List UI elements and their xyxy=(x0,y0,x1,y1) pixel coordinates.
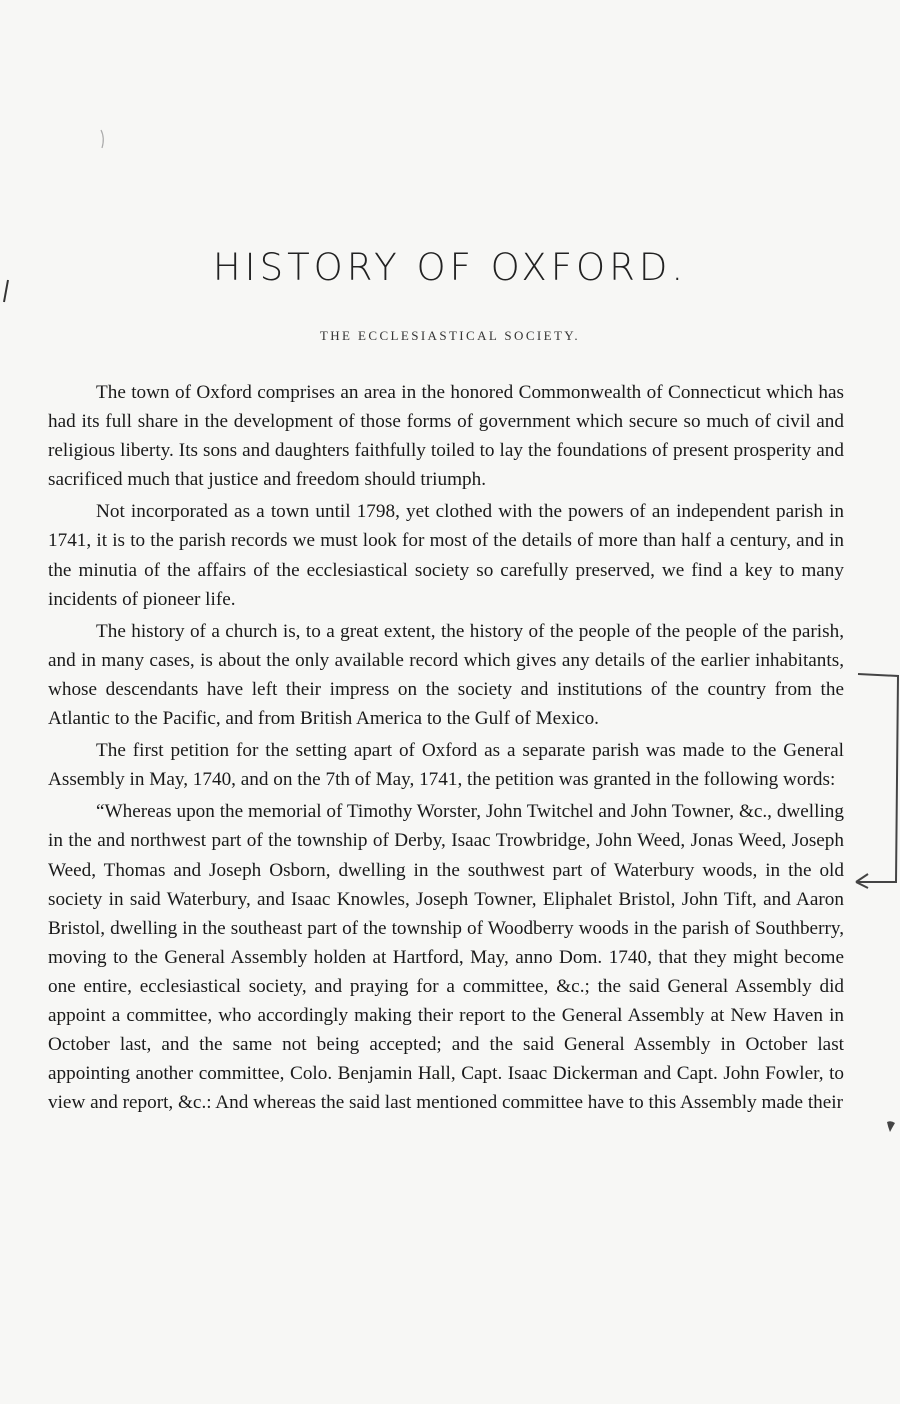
page-title: HISTORY OF OXFORD. xyxy=(212,246,688,289)
paragraph: The history of a church is, to a great extent, the history of the people of the people of the parish, and in many cases, is about the only available record which gives any details of the earlier inhabitants, whose descendants have left their impress on the society and institutions of the country from the Atlantic to the Pacific, and from British America to the Gulf of Mexico. xyxy=(48,620,844,730)
faint-mark xyxy=(98,128,108,150)
body-text xyxy=(48,378,844,1117)
paragraph: The first petition for the setting apart of Oxford as a separate parish was made to the General Assembly in May, 1740, and on the 7th of May, 1741, the petition was granted in the following words: xyxy=(48,740,844,791)
paragraph: The town of Oxford comprises an area in the honored Commonwealth of Connecticut which has had its full share in the development of those forms of government which secure so much of civil and religious liberty. Its sons and daughters faithfully toiled to lay the foundations of present prosperity and sacrificed much that justice and freedom should triumph. xyxy=(48,382,844,491)
margin-dot-mark xyxy=(884,1118,898,1134)
page-subtitle: THE ECCLESIASTICAL SOCIETY. xyxy=(319,328,581,343)
paragraph: Not incorporated as a town until 1798, yet clothed with the powers of an independent parish in 1741, it is to the parish records we must look for most of the details of more than half a century, and in the minutia of the affairs of the ecclesiastical society so carefully preserved, we find a key to many incidents of pioneer life. xyxy=(48,501,844,610)
margin-bracket-mark xyxy=(832,668,900,896)
paragraph: “Whereas upon the memorial of Timothy Worster, John Twitchel and John Towner, &c., dwelling in the and northwest part of the township of Derby, Isaac Trowbridge, John Weed, Jonas Weed, Joseph Weed, Thomas and Joseph Osborn, dwelling in the southwest part of Waterbury woods, in the old society in said Waterbury, and Isaac Knowles, Joseph Towner, Eliphalet Bristol, John Tift, and Aaron Bristol, dwelling in the southeast part of the township of Woodberry woods in the parish of Southberry, moving to the General Assembly holden at Hartford, May, anno Dom. 1740, that they might become one entire, ecclesiastical society, and praying for a committee, &c.; the said General Assembly did appoint a committee, who accordingly making their report to the General Assembly at New Haven in October last, and the same not being accepted; and the said General Assembly in October last appointing another committee, Colo. Benjamin Hall, Capt. Isaac Dickerman and Capt. John Fowler, to view and report, &c.: And whereas the said last mentioned committee have to this Assembly made their xyxy=(48,801,844,1114)
